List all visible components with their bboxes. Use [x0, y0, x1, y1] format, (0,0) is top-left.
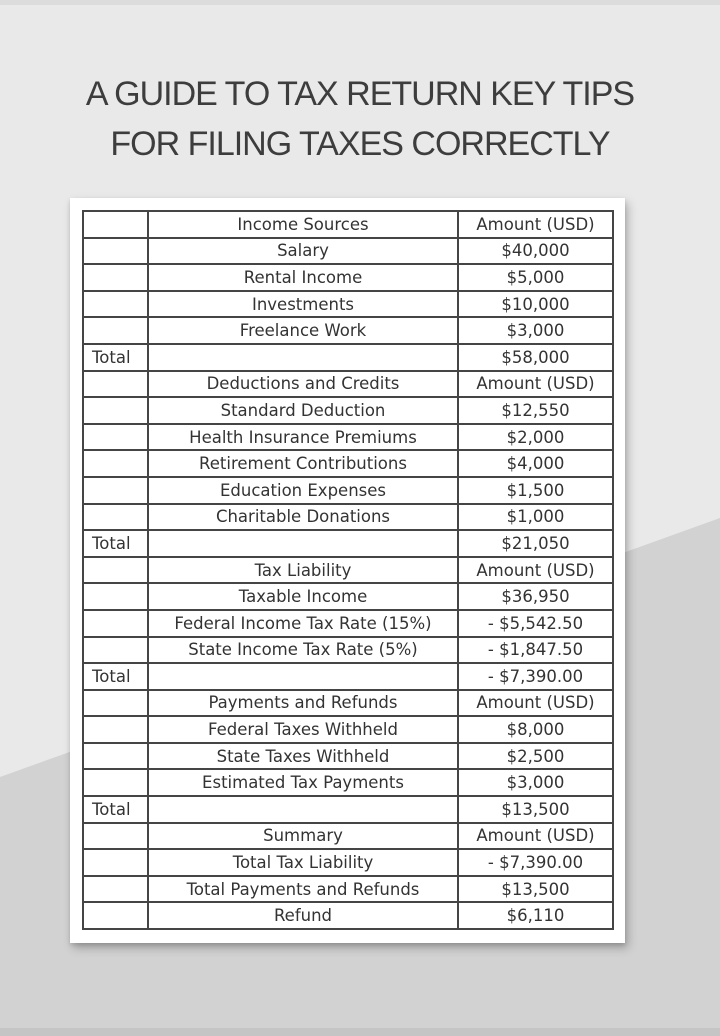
table-row: [84, 345, 612, 372]
table-row: [84, 797, 612, 824]
cell-item: [149, 531, 459, 556]
cell-amount: $10,000: [501, 294, 570, 314]
cell-label: [84, 451, 149, 476]
cell-amount: $1,000: [506, 507, 565, 527]
cell-amount: $2,500: [506, 746, 565, 766]
table-row: [84, 451, 612, 478]
table-row: [84, 717, 612, 744]
table-row: [84, 318, 612, 345]
cell-amount: Amount (USD): [476, 560, 595, 580]
cell-label: Total: [84, 797, 149, 822]
cell-amount: $21,050: [501, 533, 570, 553]
table-row: [84, 531, 612, 558]
cell-item: [149, 797, 459, 822]
table-row: [84, 877, 612, 904]
cell-item: Deductions and Credits: [149, 372, 459, 397]
cell-amount: $58,000: [501, 347, 570, 367]
cell-label: [84, 292, 149, 317]
cell-amount: $6,110: [506, 906, 565, 926]
cell-label: [84, 584, 149, 609]
cell-amount: Amount (USD): [476, 214, 595, 234]
cell-label: [84, 318, 149, 343]
bottom-edge-strip: [0, 1028, 720, 1036]
cell-label: [84, 824, 149, 849]
cell-label: [84, 478, 149, 503]
cell-item: Summary: [149, 824, 459, 849]
top-edge-strip: [0, 0, 720, 5]
cell-item: Estimated Tax Payments: [149, 770, 459, 795]
cell-label: [84, 717, 149, 742]
cell-amount: $36,950: [501, 587, 570, 607]
cell-item: Total Tax Liability: [149, 850, 459, 875]
cell-label: [84, 265, 149, 290]
table-row: [84, 425, 612, 452]
cell-amount: $2,000: [506, 427, 565, 447]
table-row: [84, 239, 612, 266]
cell-amount: Amount (USD): [476, 826, 595, 846]
cell-amount: $4,000: [506, 454, 565, 474]
cell-item: [149, 345, 459, 370]
cell-label: [84, 638, 149, 663]
table-row: [84, 584, 612, 611]
cell-label: [84, 877, 149, 902]
cell-item: [149, 664, 459, 689]
cell-item: Standard Deduction: [149, 398, 459, 423]
table-card: [70, 198, 625, 943]
cell-amount: $8,000: [506, 720, 565, 740]
cell-item: Taxable Income: [149, 584, 459, 609]
table-row: [84, 478, 612, 505]
cell-label: [84, 611, 149, 636]
table-row: [84, 850, 612, 877]
table-row: [84, 292, 612, 319]
table-row: [84, 505, 612, 532]
cell-amount: - $7,390.00: [487, 853, 584, 873]
cell-label: [84, 425, 149, 450]
cell-item: Payments and Refunds: [149, 691, 459, 716]
cell-item: Federal Taxes Withheld: [149, 717, 459, 742]
cell-item: State Taxes Withheld: [149, 744, 459, 769]
cell-amount: - $1,847.50: [487, 640, 584, 660]
cell-label: [84, 372, 149, 397]
page-title: [0, 69, 720, 169]
cell-label: [84, 850, 149, 875]
table-row: [84, 824, 612, 851]
cell-amount: Amount (USD): [476, 693, 595, 713]
table-row: [84, 611, 612, 638]
cell-amount: $1,500: [506, 480, 565, 500]
cell-item: State Income Tax Rate (5%): [149, 638, 459, 663]
table-row: [84, 558, 612, 585]
cell-item: Rental Income: [149, 265, 459, 290]
table-row: [84, 691, 612, 718]
table-row: [84, 265, 612, 292]
cell-label: [84, 239, 149, 264]
cell-item: Investments: [149, 292, 459, 317]
cell-amount: $5,000: [506, 267, 565, 287]
cell-amount: Amount (USD): [476, 374, 595, 394]
page-title-line-1: A GUIDE TO TAX RETURN KEY TIPS: [85, 75, 635, 113]
cell-label: [84, 770, 149, 795]
cell-amount: $40,000: [501, 241, 570, 261]
cell-item: Freelance Work: [149, 318, 459, 343]
cell-amount: $13,500: [501, 799, 570, 819]
cell-item: Tax Liability: [149, 558, 459, 583]
cell-label: [84, 398, 149, 423]
table-row: [84, 372, 612, 399]
cell-amount: $13,500: [501, 879, 570, 899]
table-row: [84, 638, 612, 665]
cell-label: [84, 691, 149, 716]
tax-summary-table: [82, 210, 614, 930]
cell-item: Health Insurance Premiums: [149, 425, 459, 450]
cell-label: [84, 505, 149, 530]
table-row: [84, 744, 612, 771]
page-title-line-2: FOR FILING TAXES CORRECTLY: [110, 125, 610, 163]
cell-item: Federal Income Tax Rate (15%): [149, 611, 459, 636]
cell-label: Total: [84, 345, 149, 370]
table-row: [84, 398, 612, 425]
cell-label: [84, 212, 149, 237]
table-row: [84, 664, 612, 691]
cell-label: [84, 744, 149, 769]
table-row: [84, 903, 612, 928]
cell-amount: $3,000: [506, 321, 565, 341]
cell-label: Total: [84, 531, 149, 556]
cell-item: Charitable Donations: [149, 505, 459, 530]
cell-amount: - $5,542.50: [487, 613, 584, 633]
cell-amount: $3,000: [506, 773, 565, 793]
cell-amount: - $7,390.00: [487, 666, 584, 686]
cell-item: Refund: [149, 903, 459, 928]
cell-label: [84, 903, 149, 928]
cell-label: [84, 558, 149, 583]
cell-item: Total Payments and Refunds: [149, 877, 459, 902]
cell-label: Total: [84, 664, 149, 689]
table-row: [84, 770, 612, 797]
table-row: [84, 212, 612, 239]
cell-item: Retirement Contributions: [149, 451, 459, 476]
cell-item: Salary: [149, 239, 459, 264]
cell-amount: $12,550: [501, 400, 570, 420]
cell-item: Education Expenses: [149, 478, 459, 503]
cell-item: Income Sources: [149, 212, 459, 237]
